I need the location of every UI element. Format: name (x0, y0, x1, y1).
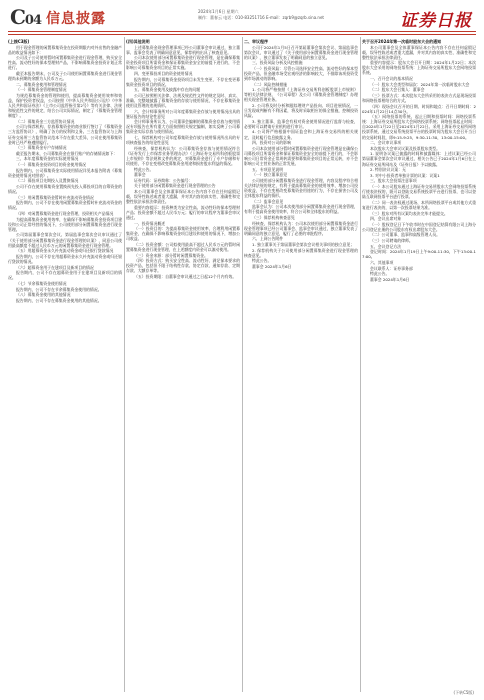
paragraph: 本公司董事会及全体董事保证本公告内容不存在任何虚假记载、误导性陈述或者重大遗漏，并对其内容的真实性、准确性和完整性依法承担法律责任。 (362, 44, 476, 60)
paragraph: 四、会议出席对象 (370, 216, 402, 222)
paragraph: （二）股东大会召集人：董事会 (370, 87, 425, 93)
column-heading: 二、审议程序 (244, 38, 268, 44)
paragraph: （五）网络投票的系统、起止日期和投票时间：网络投票系统：上海证券交易所股东大会网络投票系统；网络投票起止时间：自2024年1月22日至2024年1月22日。采用上海证券交易所网络投票系统，通过交易系统投票平台的投票时间为股东大会召开当日的交易时间段，即9:15-9:25，9:30-11:30，13:00-15:00。 (362, 114, 476, 140)
paragraph: （六）超募资金用于在建项目及新项目的情况 (16, 264, 94, 270)
column-divider (124, 37, 125, 692)
date-line: 2024年1月6日 星期六 (198, 9, 239, 14)
paragraph: （四）现场会议召开的日期、时间和地点：召开日期时间：2024年1月22日14点30分。 (362, 103, 476, 114)
paragraph: 报告期内，公司不存在节余募集资金使用的情况。 (16, 286, 102, 292)
masthead (8, 5, 476, 31)
paragraph: （一）股权登记日下午收市时在中国登记结算有限公司上海分公司登记在册的公司股东有权出席股东大会。 (362, 221, 476, 232)
section-name: 信息披露 (46, 11, 106, 27)
paragraph: 六、会计师事务所对公司年度募集资金存放与使用情况出具的鉴证报告的结论性意见 (126, 108, 240, 119)
paragraph: （一）投资目的：为提高募集资金使用效率，合理利用闲置募集资金，在确保不影响募集资金项目建设和使用的情况下，增加公司收益。 (126, 226, 240, 242)
paragraph: 报告期内，公司募集资金实际使用情况详见本报告附表《募集资金使用情况对照表》。 (8, 167, 122, 178)
paragraph: 证券代码：证券简称：公告编号： (134, 177, 193, 183)
paragraph: 4. 公司将严格根据中国证监会和上海证券交易所的相关规定，及时履行信息披露义务。 (244, 129, 358, 140)
paragraph: 3. 对中小投资者单独计票的议案：议案1 (370, 172, 440, 178)
paragraph: 三、本年度募集资金的实际使用情况 (16, 156, 79, 162)
paragraph: 董事会 2024年1月6日 (252, 263, 292, 269)
paragraph: 特此公告。 (134, 166, 154, 172)
paragraph: 1. 独立董事关于第届董事会第次会议相关事项的独立意见； (252, 241, 355, 247)
paragraph: （一）投资风险：尽管公司选择安全性高、流动性好的保本型投资产品，但金融市场受宏观经济的影响较大，不排除该项投资受到市场波动的影响。 (244, 65, 358, 82)
column-2 (126, 37, 240, 692)
masthead-meta (198, 9, 368, 21)
paragraph: （五）投资期限：自董事会审议通过之日起12个月内有效。 (134, 274, 237, 280)
paragraph: 公司不存在使用募集资金置换预先投入募投项目的自筹资金的情况。 (8, 184, 122, 195)
column-heading: (上接C3版) (8, 38, 30, 44)
paragraph: 董事会 2024年1月6日 (370, 277, 410, 282)
paragraph: 二、会议审议事项 (370, 140, 402, 146)
paragraph: 五、专项意见说明 (252, 166, 284, 172)
paragraph: 会议联系人：证券事务部 (370, 265, 413, 271)
paragraph: 公司使用部分闲置募集资金进行现金管理，内容及程序符合相关法律法规的规定，有利于提高募集资金的使用效率，增加公司投资收益，不存在变相改变募集资金用途的行为，不存在损害公司及全体股东利益的情形。 (244, 177, 358, 198)
paragraph: 为规范募集资金的管理和使用，提高募集资金使用效率和效益，保护投资者权益，公司按照《中华人民共和国公司法》《中华人民共和国证券法》《上市公司监管指引第2号》等有关法律、法规和规范性文件的规定，结合公司实际情况，制定了《募集资金管理制度》。 (8, 92, 122, 119)
paragraph: 四、变更募投项目的资金使用情况 (134, 70, 193, 76)
paragraph: （三）用闲置募集资金暂时补充流动资金情况 (16, 194, 94, 200)
paragraph: 为提高募集资金使用效率，在确保不影响募集资金投资项目建设和公司正常经营的情况下，公司使用部分闲置募集资金进行现金管理。 (8, 216, 122, 232)
paragraph: 本次股东大会审议议案及投票股东类型。 (370, 145, 441, 151)
column-heading: (四)其他说明 (126, 38, 150, 44)
paragraph: （一）股东大会类型和届次：2024年第一次临时股东大会 (370, 81, 470, 87)
paragraph: 经核查，保荐机构认为：公司本次使用部分闲置募集资金进行现金管理事项已经公司董事会、监事会审议通过，独立董事发表了明确同意的独立意见，履行了必要的审批程序。 (244, 220, 358, 236)
paragraph: （三）资金来源：部分暂时闲置募集资金。 (134, 252, 208, 258)
paragraph: 重要内容提示：投资种类为安全性高、流动性好的保本型理财产品；投资金额不超过人民币万元；履行的审议程序为董事会审议通过。 (126, 204, 240, 220)
paragraph: 监事会认为：公司本次使用部分闲置募集资金进行现金管理，有利于提高资金使用效率，符合公司和全体股东的利益。 (244, 204, 358, 215)
paragraph: 报告期内，公司不存在使用闲置募集资金暂时补充流动资金的情况。 (8, 200, 122, 211)
editor-line: 制作：董春云 电话：010-83251716 E-mail：zqrb9@zqrb.sina.net (198, 15, 324, 20)
paragraph: 会计师事务所认为，公司董事会编制的募集资金存放与使用情况专项报告在所有重大方面按照相关规定编制，如实反映了公司募集资金实际存放与使用情况。 (126, 119, 240, 135)
paragraph: （三）保荐机构核查意见 (252, 214, 295, 220)
paragraph: 一、投资情况概述 (134, 220, 166, 226)
paragraph: 1. 说明各议案已披露的时间和披露媒体：上述议案已经公司第届董事会第次会议审议通过，相关公告已于2024年1月6日在上海证券交易所网站及《证券日报》予以披露。 (362, 151, 476, 167)
paragraph: 经核查，保荐机构认为：公司募集资金存放与使用情况符合《证券发行上市保荐业务管理办法》《上海证券交易所科创板股票上市规则》等法规和文件的规定，对募集资金进行了专户存储和专项使用，不存在变相改变募集资金用途和损害股东利益的情况。 (126, 145, 240, 166)
header-rule (8, 31, 476, 32)
paragraph: 2. 公司将及时分析和跟踪理财产品投向、项目进展情况，一旦发现或判断有不利因素，将及时采取相应的保全措施，控制投资风险。 (244, 103, 358, 119)
paragraph: （一）本公司股东通过上海证券交易所股东大会网络投票系统行使表决权的，既可以登陆交易系统投票平台进行投票，也可以登陆互联网投票平台进行投票。 (362, 184, 476, 200)
paragraph: 七、保荐机构对公司年度募集资金存放与使用情况所出具的专项核查报告的结论性意见 (126, 135, 240, 146)
paragraph: （二）公司董事、监事和高级管理人员。 (370, 232, 441, 238)
paragraph: 报告期内，公司募集资金投资项目未发生变更，不存在变更募集资金投资项目的情况。 (126, 76, 240, 87)
paragraph: （三）投票方式：本次股东大会所采用的表决方式是现场投票和网络投票相结合的方式。 (362, 92, 476, 103)
column-divider (242, 37, 243, 692)
paragraph: （三）公司聘请的律师。 (370, 238, 413, 244)
paragraph: 1. 公司将严格按照《上海证券交易所科创板股票上市规则》等相关法律法规、《公司章程》及公司《募集资金管理制度》办理相关现金管理业务。 (244, 87, 358, 103)
paragraph: 特此公告。 (370, 271, 390, 277)
section-number: 04 (24, 13, 42, 28)
article-page (8, 37, 476, 692)
continuation-note: (下转C5版) (453, 690, 474, 695)
paragraph: （二）同一表决权通过现场、本所网络投票平台或其他方式重复进行表决的，以第一次投票结果为准。 (362, 199, 476, 210)
paragraph: （二）募投项目先期投入及置换情况 (16, 178, 79, 184)
paragraph: 报告期内，公司不存在用超募资金永久补充流动资金或归还银行贷款的情况。 (8, 253, 122, 264)
paragraph: 报告期内，公司不存在募集资金使用的其他情况。 (16, 297, 102, 303)
column-3 (244, 37, 358, 692)
paragraph: 三、股东大会投票注意事项 (370, 178, 417, 184)
paragraph: 重要内容提示：股东大会召开日期：2024年1月22日；本次股东大会采用的网络投票系统：上海证券交易所股东大会网络投票系统。 (362, 60, 476, 76)
paragraph: 本公司董事会及全体董事保证本公告内容不存在任何虚假记载、误导性陈述或者重大遗漏，并对其内容的真实性、准确性和完整性依法承担法律责任。 (126, 189, 240, 205)
paragraph: 3. 独立董事、监事会有权对资金使用情况进行监督与检查，必要时可以聘请专业机构进行审计。 (244, 118, 358, 129)
paragraph: 用于现金管理的闲置募集资金在投资期限内对外出售的金融产品的收益情况如下： (8, 44, 122, 55)
paragraph: （二）募集资金三方监管协议情况 (16, 118, 75, 124)
paragraph: 二、募集资金使用和管理情况 (16, 81, 67, 87)
paragraph: 特此公告。 (252, 258, 272, 264)
newspaper-logo: 证券日报 (400, 11, 472, 31)
paragraph: 关于使用部分闲置募集资金进行现金管理的公告 (134, 183, 216, 189)
paragraph: （五）用超募资金永久补充流动资金或归还银行贷款情况 (16, 248, 114, 254)
section-code (10, 5, 41, 29)
paragraph: （八）募集资金使用的其他情况 (16, 292, 71, 298)
paragraph: （一）募集资金管理制度情况 (16, 87, 67, 93)
paragraph: 六、上网公告附件 (252, 236, 284, 242)
paragraph: （一）独立董事意见 (252, 172, 288, 178)
column-divider (360, 37, 361, 692)
paragraph: 四、投资对公司的影响 (252, 140, 291, 146)
paragraph: 公司及子公司使用暂时闲置募集资金进行现金管理，购买安全性高、流动性好的保本型理财产品，不影响募集资金投资计划正常进行。 (8, 55, 122, 71)
paragraph: 公司已按照相关法律、法规及规范性文件的规定及时、真实、准确、完整地披露了募集资金的存放与使用情况，不存在募集资金使用及管理的违规情形。 (126, 92, 240, 109)
paragraph: 2. 特别决议议案：无 (370, 167, 407, 173)
paragraph: （二）风险控制措施 (252, 81, 288, 87)
column-heading: 关于召开2024年第一次临时股东大会的通知 (362, 38, 442, 44)
paragraph: （二）投资金额：公司拟使用最高不超过人民币万元的暂时闲置募集资金进行现金管理，在上述额度内资金可以滚动使用。 (126, 241, 240, 253)
paragraph: （三）股东对所有议案均表决完毕才能提交。 (370, 210, 448, 216)
paragraph: （二）监事会意见 (252, 198, 284, 204)
column-1 (8, 37, 122, 692)
paragraph: 公司于2024年1月5日召开第届董事会第次会议、第届监事会第次会议，审议通过了《关于使用部分闲置募集资金进行现金管理的议案》，独立董事发表了明确同意的独立意见。 (244, 44, 358, 60)
paragraph: （一）募集资金投资项目的资金使用情况 (16, 162, 87, 168)
paragraph: 五、会议登记方法 (370, 243, 402, 249)
paragraph: 三、投资风险分析及风控措施 (252, 60, 303, 66)
paragraph: 五、募集资金使用及披露中存在的问题 (134, 87, 201, 93)
paragraph: （七）节余募集资金使用情况 (16, 280, 67, 286)
paragraph: 公司与保荐机构、存放募集资金的商业银行签订了《募集资金三方监管协议》，明确了各方的权利和义务。三方监管协议与上海证券交易所三方监管协议范本不存在重大差异，公司在使用募集资金时已经严格遵照履行。 (8, 124, 122, 145)
paragraph: 董事会 (134, 172, 146, 178)
paragraph: 截至报告期末，公司募集资金在银行账户的存储情况如下： (16, 150, 118, 156)
column-4 (362, 37, 476, 692)
paragraph: 2. 保荐机构关于公司使用部分闲置募集资金进行现金管理的核查意见。 (244, 247, 358, 258)
paragraph: （四）投资方式：购买安全性高、流动性好、满足保本要求的投资产品，包括但不限于结构性存款、协定存款、通知存款、定期存款、大额存单等。 (126, 258, 240, 274)
paragraph: 报告期内，公司不存在超募资金用于在建项目及新项目的情况。 (8, 270, 122, 281)
paragraph: 公司本次使用部分闲置募集资金进行现金管理，是在确保募集资金投资项目所需资金和保证募集资金安全的前提下进行的，不会影响公司募集资金项目的正常实施。 (126, 55, 240, 71)
paragraph: （四）对闲置募集资金进行现金管理，投资相关产品情况 (16, 211, 114, 217)
paragraph: 登记时间：2024年1月19日上午9:00-11:30，下午13:00-17:00。 (362, 249, 476, 260)
paragraph: 六、其他事项 (370, 260, 394, 266)
header-rule-thin (8, 34, 476, 35)
paragraph: （三）募集资金专户存储情况 (16, 145, 67, 151)
paragraph: 截至本报告期末，公司及子公司使用闲置募集资金进行现金管理尚未到期的余额为人民币万元。 (8, 70, 122, 82)
paragraph: 上述募集资金现金管理事项已经公司董事会审议通过，独立董事、监事会发表了明确同意意见，保荐机构出具了核查意见。 (126, 44, 240, 55)
paragraph: 一、召开会议的基本情况 (370, 76, 413, 82)
paragraph: 公司第届董事会第次会议、第届监事会第次会议审议通过了《关于使用部分闲置募集资金进行现金管理的议案》，同意公司使用最高额度不超过人民币万元的闲置募集资金进行现金管理。 (8, 232, 122, 248)
paragraph: 公司本次使用部分暂时闲置募集资金进行现金管理是在确保公司募投项目所需资金和保证募集资金安全的前提下进行的，不会影响公司日常资金正常周转需要和募集资金项目的正常运转，亦不会影响公司主营业务的正常发展。 (244, 145, 358, 166)
section-letter: C (10, 5, 25, 29)
